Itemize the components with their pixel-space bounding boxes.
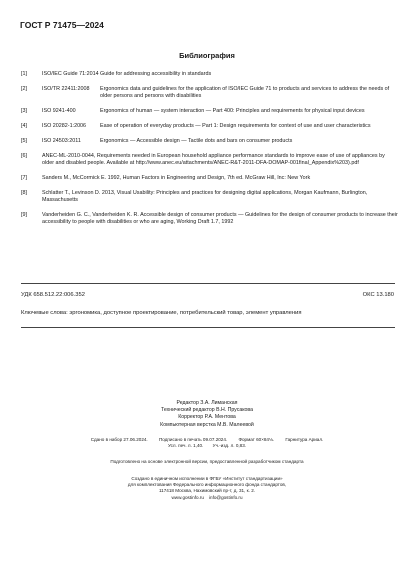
ref-text: Ergonomics — Accessible design — Tactile dots and bars on consumer products bbox=[100, 138, 293, 144]
bibliography-item bbox=[21, 190, 398, 204]
ref-number: [1] bbox=[21, 71, 27, 77]
credit-proofreader: Корректор Р.А. Ментова bbox=[178, 414, 236, 421]
ref-number: [6] bbox=[21, 153, 27, 159]
bibliography-item bbox=[21, 138, 398, 145]
divider-top bbox=[21, 283, 395, 284]
credit-technical-editor: Технический редактор В.Н. Прусакова bbox=[160, 407, 253, 414]
ref-code: ISO 20282-1:2006 bbox=[42, 123, 87, 129]
bibliography-item bbox=[21, 86, 398, 100]
standard-designation: ГОСТ Р 71475—2024 bbox=[20, 20, 104, 30]
electronic-note: Подготовлено на основе электронной версии, предоставленной разработчиком стандарта bbox=[110, 459, 304, 464]
ref-text: Vanderheiden G. C., Vanderheiden K. R. Accessible design of consumer products — Guidelines for the design of consumer products to increase their accessibility to people with disabilities or who are aging, Working Draft 1.7, 1992 bbox=[42, 212, 398, 225]
bibliography-item bbox=[21, 108, 398, 115]
oks-code: ОКС 13.180 bbox=[362, 292, 394, 298]
typeface: Гарнитура Ариал. bbox=[285, 437, 324, 442]
bibliography-item bbox=[21, 123, 398, 130]
bibliography-list bbox=[21, 71, 398, 234]
ref-number: [2] bbox=[21, 86, 27, 92]
footer-line: Создано в единичном исполнении в ФГБУ «Институт стандартизации» bbox=[131, 476, 283, 481]
print-sheets: Усл. печ. л. 1,40. bbox=[167, 443, 204, 449]
bibliography-item bbox=[21, 175, 398, 182]
ref-text: Sanders M., McCormick E. 1992, Human Factors in Engineering and Design, 7th ed. McGraw Hill, Inc: New York bbox=[42, 175, 311, 181]
credit-layout: Компьютерная верстка М.В. Малеевой bbox=[160, 421, 254, 428]
bibliography-title: Библиография bbox=[179, 51, 235, 60]
editorial-credits bbox=[0, 400, 414, 429]
footer-line: 117418 Москва, Нахимовский пр-т, д. 31, к. 2. bbox=[158, 488, 256, 494]
credit-editor: Редактор З.А. Лиманская bbox=[176, 400, 238, 406]
ref-text: Ergonomics of human — system interaction — Part 400: Principles and requirements for physical input devices bbox=[100, 108, 365, 114]
ref-code: ISO/TR 22411:2008 bbox=[42, 86, 90, 92]
ref-number: [7] bbox=[21, 175, 27, 181]
signed-date: Подписано в печать 09.07.2024. bbox=[158, 437, 228, 442]
footer-line: для комплектования Федерального информационного фонда стандартов, bbox=[127, 482, 287, 488]
ref-text: Guide for addressing accessibility in standards bbox=[100, 71, 212, 77]
ref-number: [5] bbox=[21, 138, 27, 144]
ref-text: Ergonomics data and guidelines for the application of ISO/IEC Guide 71 to products and services to address the needs of older persons and persons with disabilities bbox=[100, 86, 390, 99]
divider-bottom bbox=[21, 327, 395, 328]
ref-number: [9] bbox=[21, 212, 27, 218]
ref-text: Ease of operation of everyday products — Part 1: Design requirements for context of use and user characteristics bbox=[100, 123, 371, 129]
ref-number: [3] bbox=[21, 108, 27, 114]
ref-code: ISO 9241-400 bbox=[42, 108, 76, 114]
footer-contacts: www.gostinfo.ru info@gostinfo.ru bbox=[171, 494, 243, 500]
pub-sheets: Уч.-изд. л. 0,83. bbox=[212, 443, 247, 449]
bibliography-item bbox=[21, 153, 398, 167]
ref-text: ANEC-ML-2010-0044, Requirements needed in European household appliance performance standards to improve ease of use of appliances by older and disabled people. Available at http://www.anec.eu/attachments/ANEC-R&T-2011-DFA-DOMAP-001final_Appendix%203).pdf bbox=[42, 153, 385, 166]
udk-code: УДК 658.512.22:006.352 bbox=[21, 292, 85, 298]
sent-date: Сдано в набор 27.06.2024. bbox=[90, 437, 148, 442]
ref-number: [8] bbox=[21, 190, 27, 196]
ref-number: [4] bbox=[21, 123, 27, 129]
paper-format: Формат 60×84⅛. bbox=[238, 437, 275, 442]
ref-text: Schlatter T., Levinson D. 2013, Visual Usability: Principles and practices for designing digital applications, Morgan Kaufmann, Burlington, Massachusetts bbox=[42, 190, 368, 203]
publication-info bbox=[0, 437, 414, 450]
keywords: Ключевые слова: эргономика, доступное проектирование, потребительский товар, элемент управления bbox=[21, 310, 302, 316]
ref-code: ISO/IEC Guide 71:2014 bbox=[42, 71, 99, 77]
bibliography-item bbox=[21, 71, 398, 78]
publisher-footer bbox=[0, 476, 414, 501]
bibliography-item bbox=[21, 212, 398, 226]
ref-code: ISO 24503:2011 bbox=[42, 138, 81, 144]
